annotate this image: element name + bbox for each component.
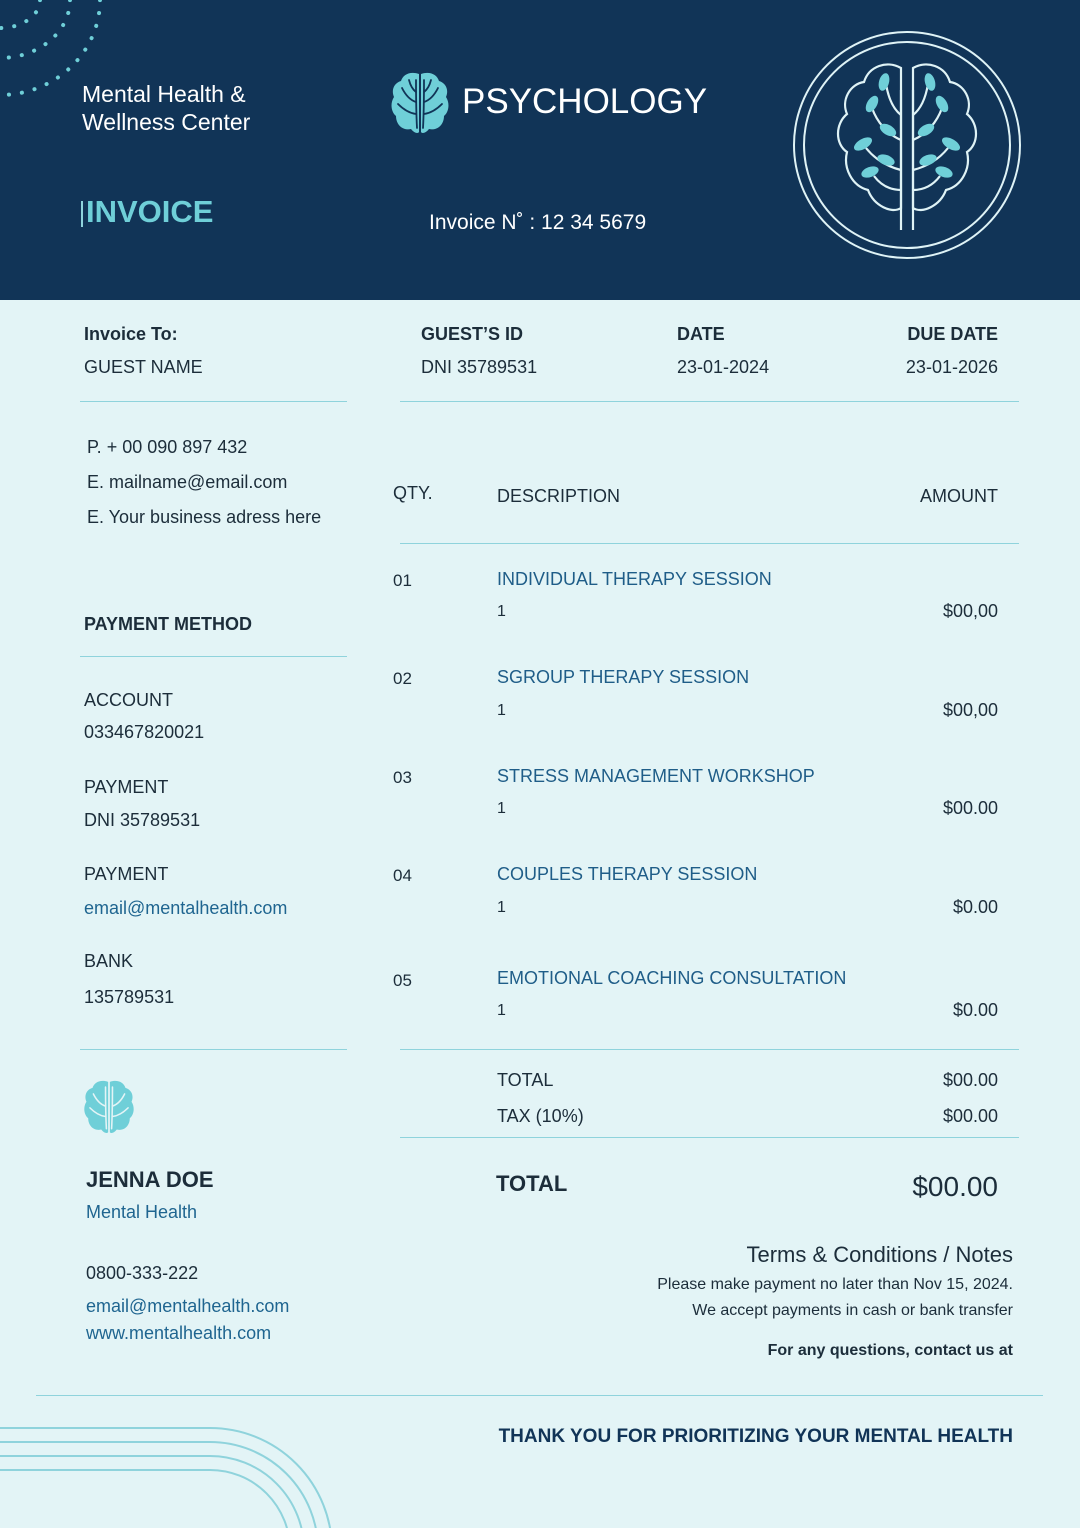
row-number: 04 <box>393 866 412 885</box>
row-description: COUPLES THERAPY SESSION <box>497 864 758 884</box>
payment-label: ACCOUNT <box>84 690 173 710</box>
due-date: 23-01-2026 <box>905 357 998 377</box>
center-name <box>82 80 250 136</box>
subtotal-label: TOTAL <box>497 1070 554 1090</box>
guest-name: GUEST NAME <box>84 357 203 377</box>
row-description: SGROUP THERAPY SESSION <box>497 667 750 687</box>
grand-total-value: $00.00 <box>912 1171 998 1202</box>
row-number: 01 <box>393 571 412 590</box>
divider <box>80 401 347 402</box>
terms-heading: Terms & Conditions / Notes <box>746 1242 1013 1267</box>
person-phone: 0800-333-222 <box>86 1263 199 1283</box>
payment-value: DNI 35789531 <box>84 810 201 830</box>
footer-divider <box>36 1395 1043 1396</box>
person-name: JENNA DOE <box>86 1167 214 1192</box>
divider <box>400 401 1019 402</box>
date-label: DATE <box>677 324 725 344</box>
tax-label: TAX (10%) <box>497 1106 584 1126</box>
row-qty: 1 <box>497 702 506 719</box>
divider <box>80 656 347 657</box>
row-qty: 1 <box>497 1002 506 1019</box>
row-amount: $00,00 <box>942 700 998 720</box>
guest-id-label: GUEST’S ID <box>421 324 524 344</box>
invoice-date: 23-01-2024 <box>677 357 770 377</box>
due-date-label: DUE DATE <box>907 324 998 344</box>
divider <box>400 1049 1019 1050</box>
terms-line-1: Please make payment no later than Nov 15, 2024. <box>657 1276 1013 1293</box>
header-band <box>0 0 1080 300</box>
description-header: DESCRIPTION <box>497 486 621 506</box>
invoice-number-label: Invoice N˚ : <box>429 211 542 234</box>
brain-logo-icon <box>390 70 450 136</box>
row-description: STRESS MANAGEMENT WORKSHOP <box>497 766 815 786</box>
row-amount: $0.00 <box>952 1000 998 1020</box>
grand-total-label: TOTAL <box>496 1171 568 1196</box>
row-qty: 1 <box>497 603 506 620</box>
payment-label: PAYMENT <box>84 864 169 884</box>
payment-method-heading: PAYMENT METHOD <box>84 614 253 634</box>
payment-value: 033467820021 <box>84 722 205 742</box>
center-name-line-2: Wellness Center <box>82 109 251 135</box>
contact-email: E. mailname@email.com <box>87 472 288 492</box>
row-amount: $00,00 <box>942 601 998 621</box>
payment-value: 135789531 <box>84 987 175 1007</box>
invoice-title: INVOICE <box>86 194 214 229</box>
guest-id: DNI 35789531 <box>421 357 538 377</box>
payment-email-link[interactable]: email@mentalhealth.com <box>84 898 288 918</box>
divider <box>400 543 1019 544</box>
row-qty: 1 <box>497 899 506 916</box>
row-number: 05 <box>393 971 412 990</box>
payment-label: PAYMENT <box>84 777 169 797</box>
person-website-link[interactable]: www.mentalhealth.com <box>86 1323 272 1343</box>
corner-arc-decoration <box>0 1420 340 1528</box>
title-accent-bar <box>81 201 83 227</box>
terms-contact: For any questions, contact us at <box>767 1342 1013 1359</box>
invoice-number-value: 12 34 5679 <box>541 211 647 234</box>
row-number: 03 <box>393 768 412 787</box>
contact-phone: P. + 00 090 897 432 <box>87 437 248 457</box>
thank-you-message: THANK YOU FOR PRIORITIZING YOUR MENTAL HEALTH <box>498 1426 1013 1447</box>
row-description: EMOTIONAL COACHING CONSULTATION <box>497 968 847 988</box>
row-qty: 1 <box>497 800 506 817</box>
invoice-to-label: Invoice To: <box>84 324 178 344</box>
contact-address: E. Your business adress here <box>87 507 322 527</box>
row-amount: $00.00 <box>942 798 998 818</box>
terms-line-2: We accept payments in cash or bank transfer <box>692 1302 1013 1319</box>
row-number: 02 <box>393 669 412 688</box>
payment-label: BANK <box>84 951 134 971</box>
subtotal-value: $00.00 <box>942 1070 998 1090</box>
person-role: Mental Health <box>86 1202 198 1222</box>
divider <box>400 1137 1019 1138</box>
tax-value: $00.00 <box>942 1106 998 1126</box>
invoice-number <box>429 211 646 235</box>
amount-header: AMOUNT <box>920 486 998 506</box>
brain-tree-emblem-icon <box>792 30 1022 260</box>
row-description: INDIVIDUAL THERAPY SESSION <box>497 569 772 589</box>
brand-name: PSYCHOLOGY <box>462 82 708 121</box>
center-name-line-1: Mental Health & <box>82 81 246 107</box>
divider <box>80 1049 347 1050</box>
brain-icon <box>83 1078 135 1136</box>
qty-header: QTY. <box>393 483 433 503</box>
row-amount: $0.00 <box>952 897 998 917</box>
person-email-link[interactable]: email@mentalhealth.com <box>86 1296 290 1316</box>
